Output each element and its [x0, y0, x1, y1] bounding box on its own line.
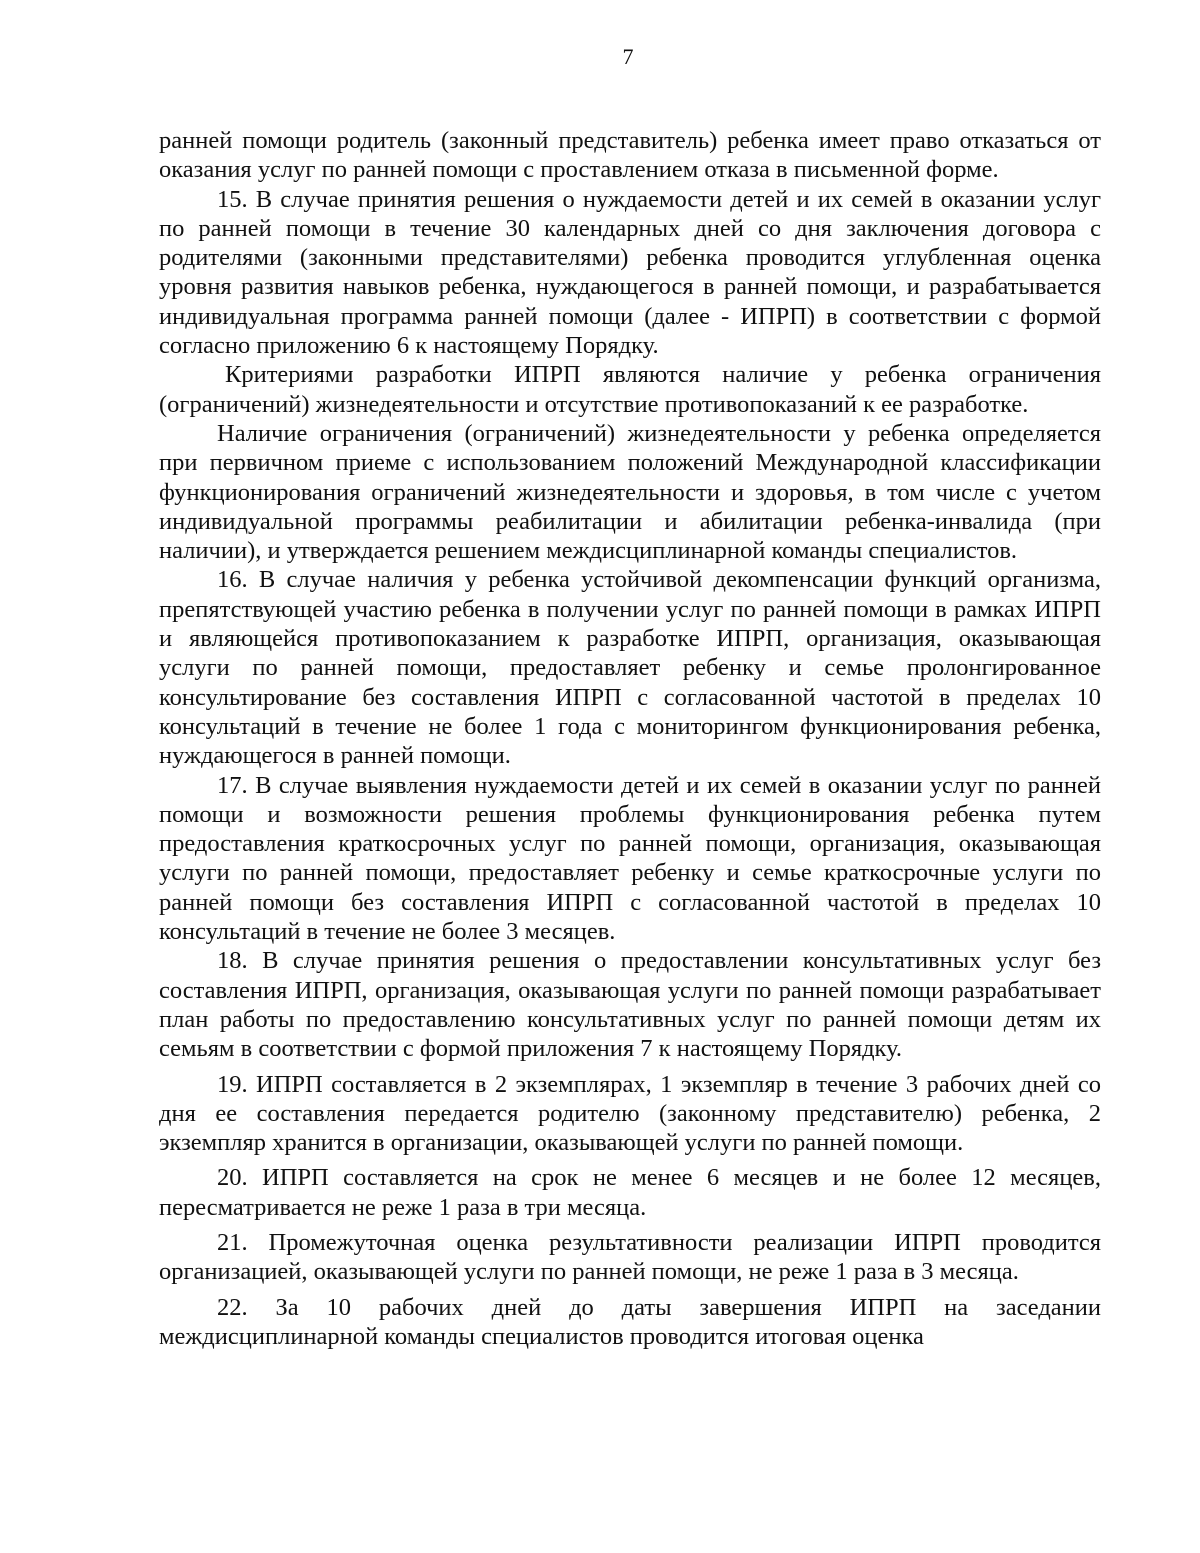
paragraph-18: 18. В случае принятия решения о предоставлении консультативных услуг без составления ИПРП, организация, оказывающая услуги по ранней помощи разрабатывает план работы по предоставлению консультативных услуг по ранней помощи детям их семьям в соответствии с формой приложения 7 к настоящему Порядку. [159, 947, 1101, 1063]
paragraph-19: 19. ИПРП составляется в 2 экземплярах, 1 экземпляр в течение 3 рабочих дней со дня ее составления передается родителю (законному представителю) ребенка, 2 экземпляр хранится в организации, оказывающей услуги по ранней помощи. [159, 1070, 1101, 1157]
paragraph-16: 16. В случае наличия у ребенка устойчивой декомпенсации функций организма, препятствующей участию ребенка в получении услуг по ранней помощи в рамках ИПРП и являющейся противопоказанием к разработке ИПРП, организация, оказывающая услуги по ранней помощи, предоставляет ребенку и семье пролонгированное консультирование без составления ИПРП с согласованной частотой в пределах 10 консультаций в течение не более 1 года с мониторингом функционирования ребенка, нуждающегося в ранней помощи. [159, 566, 1101, 770]
paragraph-21: 21. Промежуточная оценка результативности реализации ИПРП проводится организацией, оказывающей услуги по ранней помощи, не реже 1 раза в 3 месяца. [159, 1228, 1101, 1286]
paragraph-continuation: ранней помощи родитель (законный представитель) ребенка имеет право отказаться от оказания услуг по ранней помощи с проставлением отказа в письменной форме. [159, 127, 1101, 184]
paragraph-limitations: Наличие ограничения (ограничений) жизнедеятельности у ребенка определяется при первичном приеме с использованием положений Международной классификации функционирования ограничений жизнедеятельности и здоровья, в том числе с учетом индивидуальной программы реабилитации и абилитации ребенка-инвалида (при наличии), и утверждается решением междисциплинарной команды специалистов. [159, 419, 1101, 565]
paragraph-criteria: Критериями разработки ИПРП являются наличие у ребенка ограничения (ограничений) жизнедеятельности и отсутствие противопоказаний к ее разработке. [159, 361, 1101, 418]
document-body [159, 126, 1101, 1351]
paragraph-20: 20. ИПРП составляется на срок не менее 6 месяцев и не более 12 месяцев, пересматривается не реже 1 раза в три месяца. [159, 1164, 1101, 1221]
paragraph-22: 22. За 10 рабочих дней до даты завершения ИПРП на заседании междисциплинарной команды специалистов проводится итоговая оценка [159, 1293, 1101, 1350]
paragraph-15: 15. В случае принятия решения о нуждаемости детей и их семей в оказании услуг по ранней помощи в течение 30 календарных дней со дня заключения договора с родителями (законными представителями) ребенка проводится углубленная оценка уровня развития навыков ребенка, нуждающегося в ранней помощи, и разрабатывается индивидуальная программа ранней помощи (далее - ИПРП) в соответствии с формой согласно приложению 6 к настоящему Порядку. [159, 185, 1101, 360]
paragraph-17: 17. В случае выявления нуждаемости детей и их семей в оказании услуг по ранней помощи и возможности решения проблемы функционирования ребенка путем предоставления краткосрочных услуг по ранней помощи, организация, оказывающая услуги по ранней помощи, предоставляет ребенку и семье краткосрочные услуги по ранней помощи без составления ИПРП с согласованной частотой в пределах 10 консультаций в течение не более 3 месяцев. [159, 771, 1101, 946]
page-number: 7 [622, 44, 634, 69]
